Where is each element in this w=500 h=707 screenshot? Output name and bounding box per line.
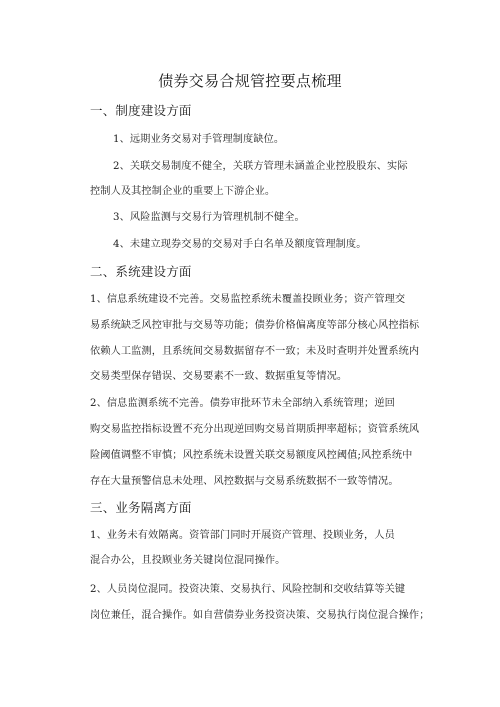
paragraph-line: 1、业务未有效隔离。资管部门同时开展资产管理、投顾业务，人员: [90, 530, 395, 541]
paragraph-line: 购交易监控指标设置不充分出现逆回购交易首期质押率超标；资管系统风: [90, 424, 420, 435]
paragraph-line: 2、信息监测系统不完善。债券审批环节未全部纳入系统管理；逆回: [90, 398, 395, 409]
paragraph-line: 交易类型保存错误、交易要素不一致、数据重复等情况。: [90, 371, 348, 382]
section-heading-segregation: 三、业务隔离方面: [90, 500, 192, 515]
paragraph-line: 2、人员岗位混同。投资决策、交易执行、风险控制和交收结算等关键: [90, 584, 406, 595]
section-heading-institution: 一、制度建设方面: [90, 103, 192, 118]
section-heading-systems: 二、系统建设方面: [90, 264, 192, 279]
paragraph-line: 易系统缺乏风控审批与交易等功能；债券价格偏离度等部分核心风控指标: [90, 320, 420, 331]
paragraph-line: 险阈值调整不审慎；风控系统未设置关联交易额度风控阈值;风控系统中: [90, 450, 413, 461]
paragraph-line: 混合办公，且投顾业务关键岗位混同操作。: [90, 555, 286, 566]
document-title: 债券交易合规管控要点梳理: [158, 72, 342, 90]
paragraph-line: 4、未建立现券交易的交易对手白名单及额度管理制度。: [113, 239, 367, 250]
paragraph-line: 3、风险监测与交易行为管理机制不健全。: [113, 212, 305, 223]
paragraph-line: 1、信息系统建设不完善。交易监控系统未覆盖投顾业务；资产管理交: [90, 294, 406, 305]
paragraph-line: 1、远期业务交易对手管理制度缺位。: [113, 134, 285, 145]
paragraph-line: 岗位兼任，混合操作。如自营债券业务投资决策、交易执行岗位混合操作；: [90, 610, 430, 621]
paragraph-line: 依赖人工监测，且系统间交易数据留存不一致；未及时查明并处置系统内: [90, 346, 420, 357]
paragraph-line: 2、关联交易制度不健全，关联方管理未涵盖企业控股股东、实际: [113, 161, 408, 172]
paragraph-line: 控制人及其控制企业的重要上下游企业。: [90, 186, 276, 197]
paragraph-line: 存在大量预警信息未处理、风控数据与交易系统数据不一致等情况。: [90, 476, 399, 487]
